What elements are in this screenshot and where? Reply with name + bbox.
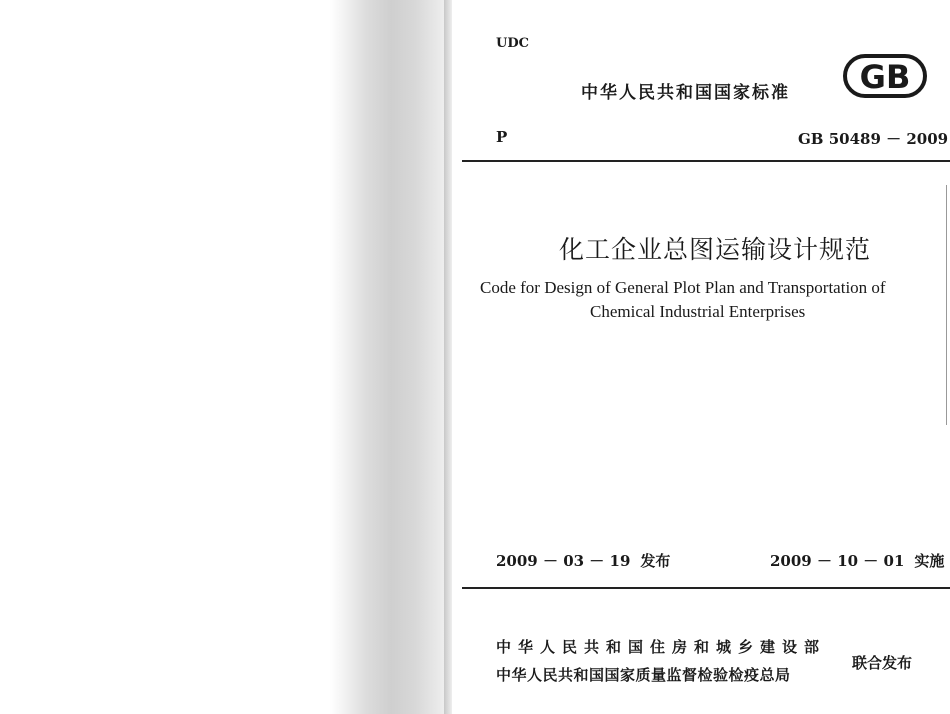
- book-spine-shadow: [330, 0, 452, 714]
- implementation-date: 2009 － 10 － 01: [770, 552, 905, 570]
- standard-type: 中华人民共和国国家标准: [581, 83, 790, 103]
- joint-issue-label: 联合发布: [852, 654, 913, 672]
- implementation-label: 实施: [914, 552, 945, 570]
- page-fold-edge: [444, 0, 452, 714]
- issuer-aqsiq: 中华人民共和国国家质量监督检验检疫总局: [496, 666, 791, 684]
- issuer-ministry: 中华人民共和国住房和城乡建设部: [496, 638, 827, 656]
- standard-number: GB 50489 － 2009: [798, 130, 949, 148]
- classification-code: P: [496, 128, 508, 146]
- implementation-date-row: [770, 550, 944, 571]
- bottom-rule: [462, 587, 950, 589]
- title-chinese: 化工企业总图运输设计规范: [558, 235, 871, 264]
- issue-date: 2009 － 03 － 19: [496, 552, 631, 570]
- gb-logo-text: GB: [859, 58, 911, 96]
- title-block: [470, 0, 950, 400]
- udc-label: UDC: [496, 36, 529, 51]
- issue-date-row: [496, 550, 670, 571]
- title-english-line-1: Code for Design of General Plot Plan and Transportation of: [480, 278, 886, 297]
- issue-label: 发布: [640, 552, 671, 570]
- title-english-line-2: Chemical Industrial Enterprises: [590, 302, 806, 321]
